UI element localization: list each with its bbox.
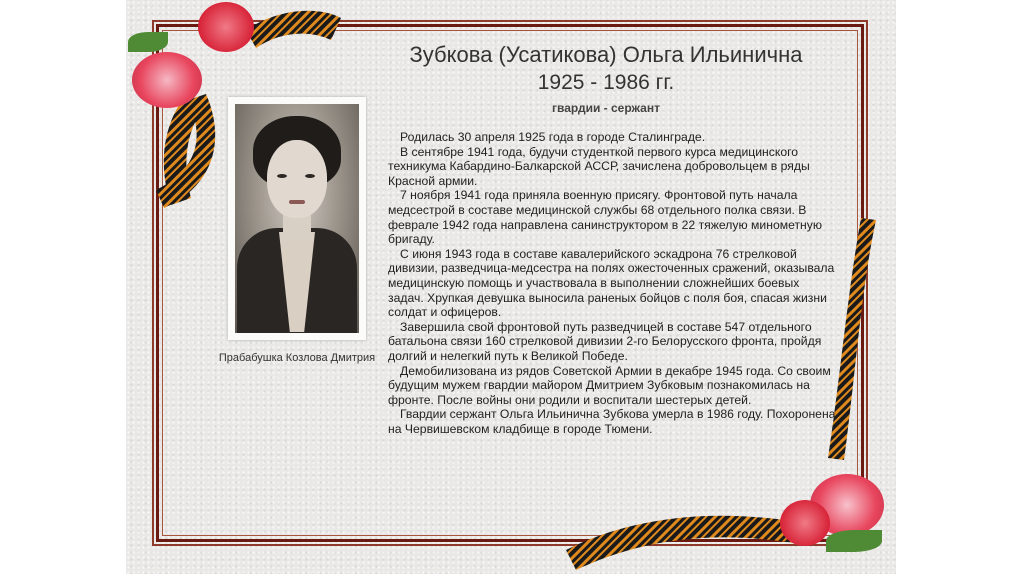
portrait-photo — [235, 104, 359, 333]
military-rank: гвардии - сержант — [552, 101, 660, 115]
bio-paragraph: Завершила свой фронтовой путь разведчицей в составе 547 отдельного батальона связи 160 стрелковой дивизии 2-го Белорусского фронта, пройдя долгий и нелегкий путь к Великой Победе. — [388, 319, 822, 363]
biography-text — [388, 130, 836, 436]
photo-caption: Прабабушка Козлова Дмитрия — [218, 352, 376, 364]
bio-paragraph: Родилась 30 апреля 1925 года в городе Сталинграде. — [400, 130, 706, 144]
carnation-icon — [132, 52, 202, 108]
bio-paragraph: Гвардии сержант Ольга Ильинична Зубкова умерла в 1986 году. Похоронена на Червишевском кладбище в городе Тюмени. — [388, 407, 836, 436]
leaf-icon — [128, 32, 168, 52]
bio-paragraph: В сентябре 1941 года, будучи студенткой первого курса медицинского техникума Кабардино-Балкарской АССР, зачислена добровольцем в ряды Красной армии. — [388, 144, 810, 188]
bio-paragraph: 7 ноября 1941 года приняла военную присягу. Фронтовой путь начала медсестрой в составе медицинской службы 68 отдельного полка связи. В феврале 1942 года направлена санинструктором в 22 тяжелую минометную бригаду. — [388, 188, 823, 247]
page-title: Зубкова (Усатикова) Ольга Ильинична — [409, 42, 803, 67]
life-years: 1925 - 1986 гг. — [537, 71, 675, 94]
bio-paragraph: С июня 1943 года в составе кавалерийского эскадрона 76 стрелковой дивизии, разведчица-медсестра на полях ожесточенных сражений, оказывала медицинскую помощь и участвовала в выполнении сложнейших боевых задач. Хрупкая девушка выносила раненых бойцов с поля боя, спасая жизни солдат и офицеров. — [388, 246, 835, 320]
carnation-icon — [780, 500, 830, 546]
carnation-icon — [198, 2, 254, 52]
bio-paragraph: Демобилизована из рядов Советской Армии в декабре 1945 года. Со своим будущим мужем гвардии майором Дмитрием Зубковым познакомилась на фронте. После войны они родили и воспитали шестерых детей. — [388, 363, 831, 407]
memorial-slide — [126, 0, 896, 574]
portrait-frame — [228, 97, 366, 340]
leaf-icon — [826, 530, 882, 552]
